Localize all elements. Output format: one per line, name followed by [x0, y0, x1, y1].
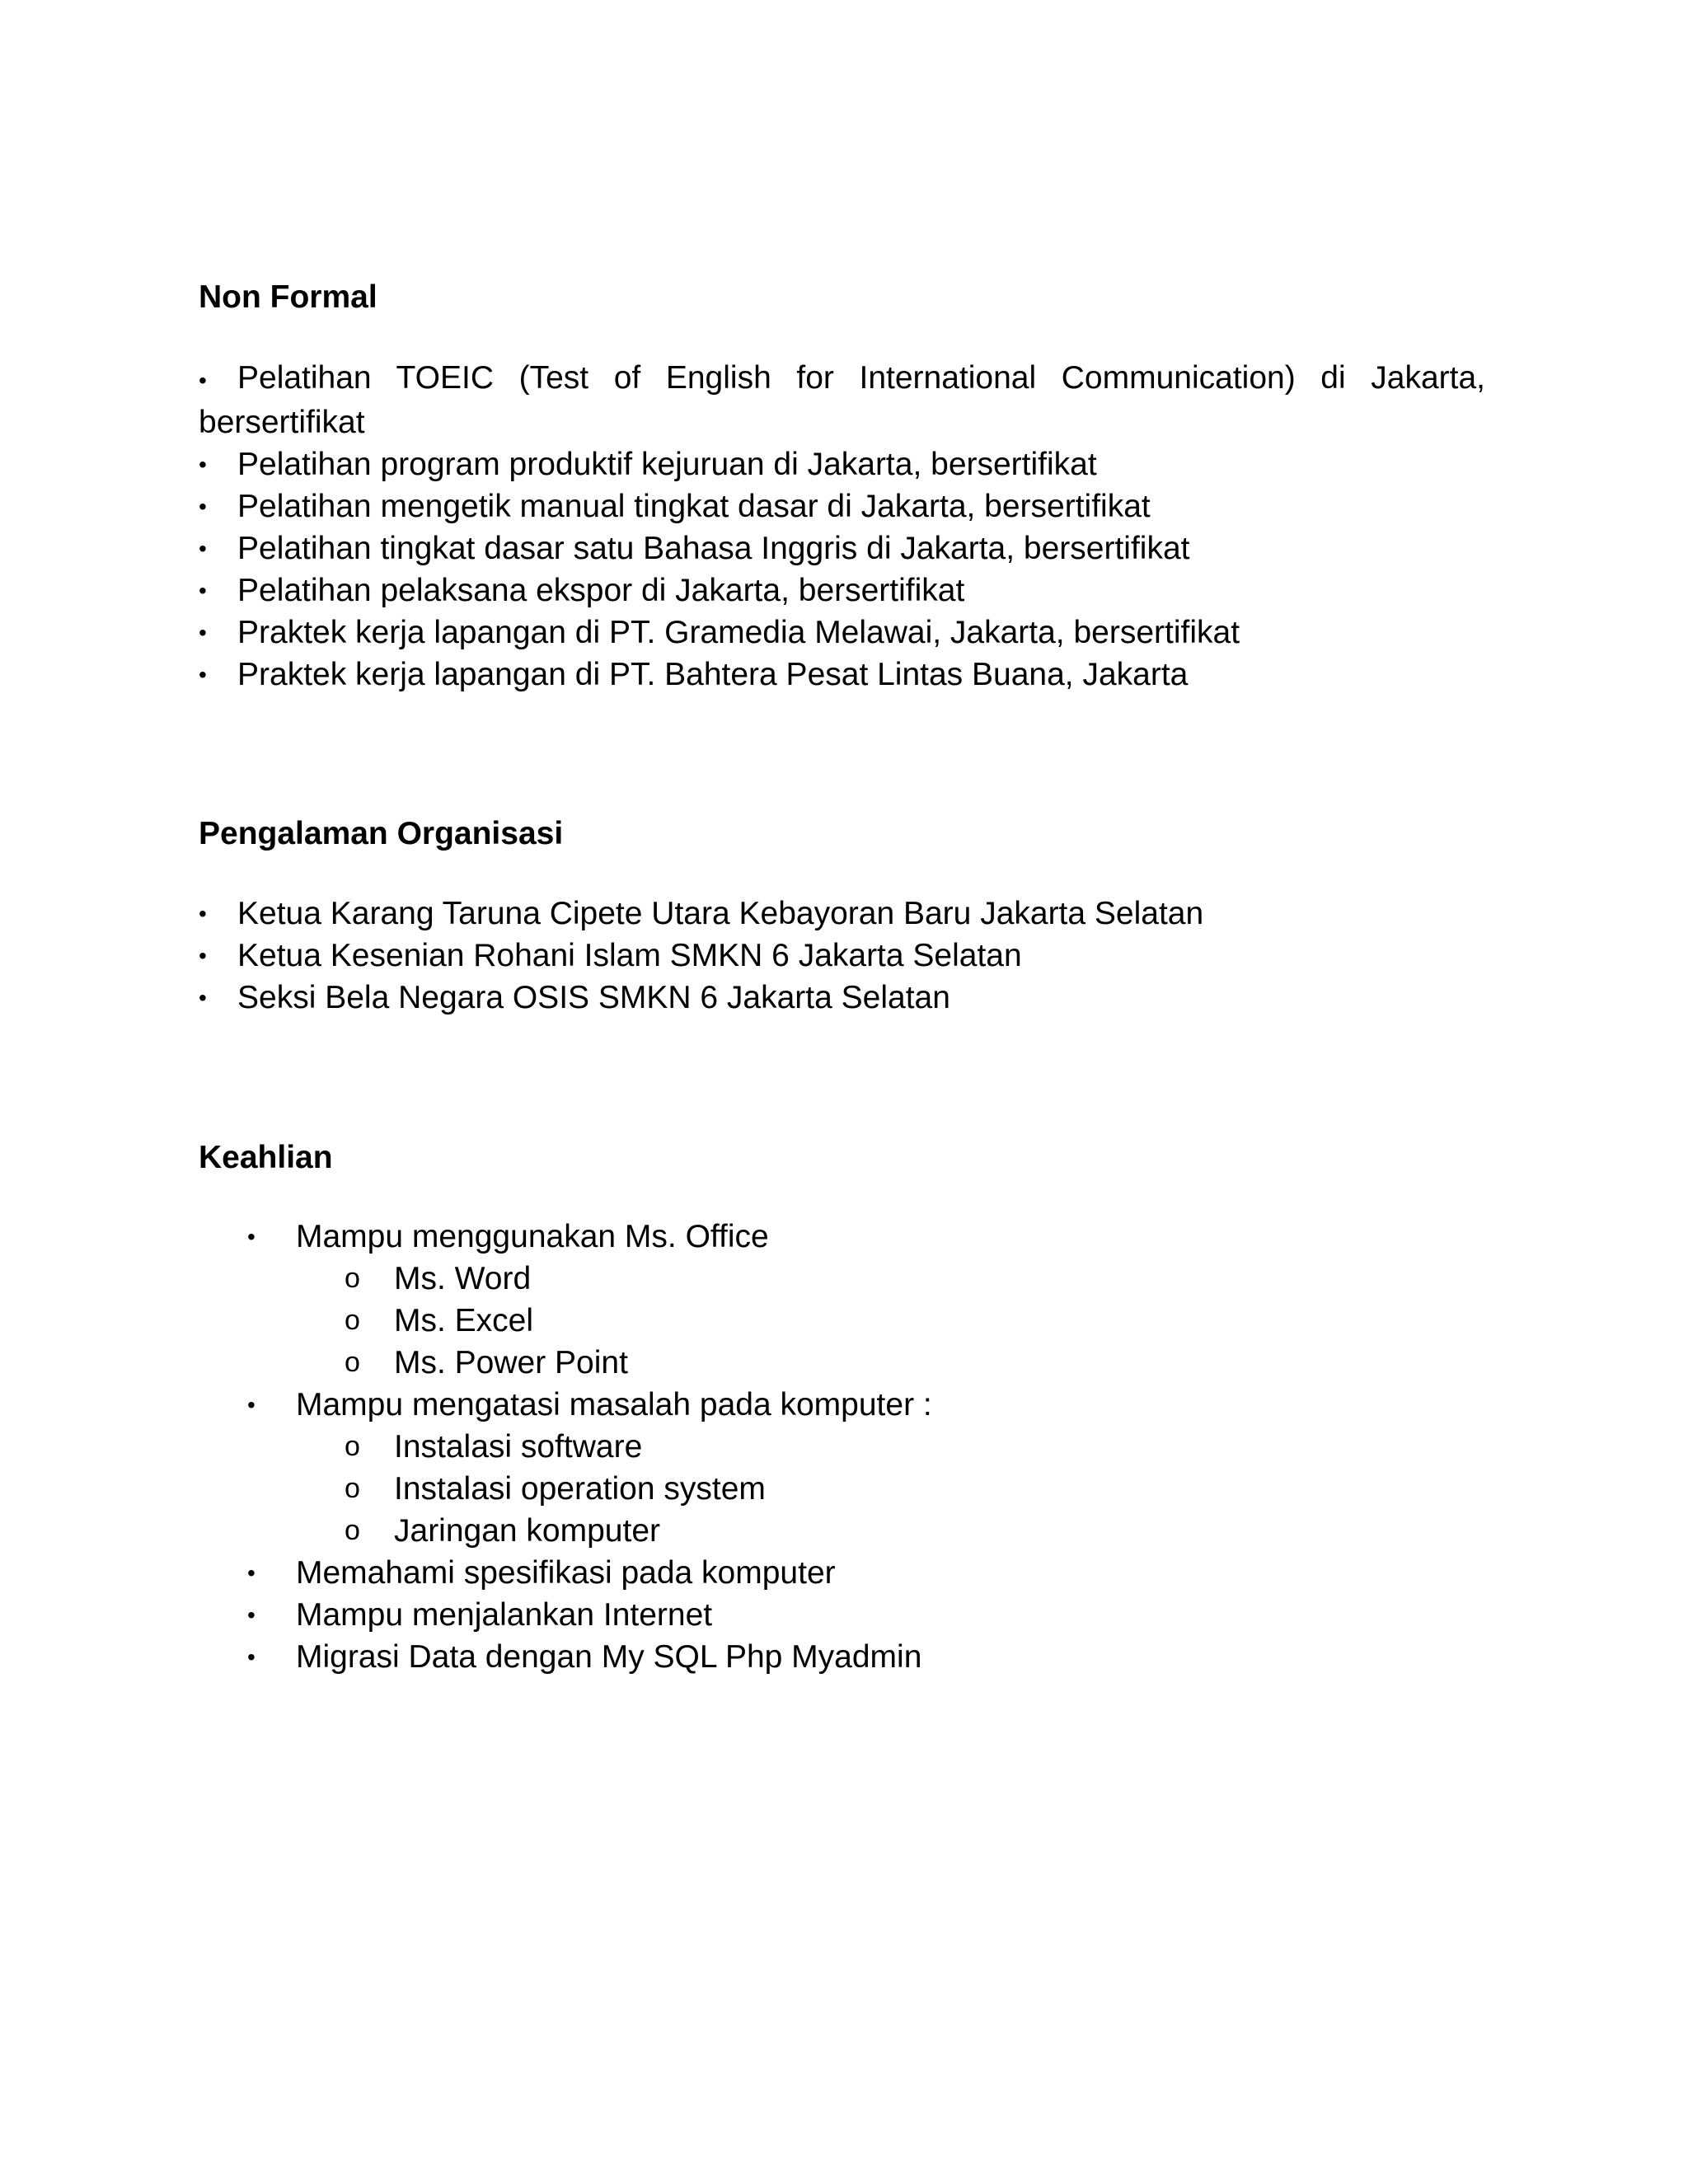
circle-bullet-icon: o	[345, 1473, 360, 1504]
circle-bullet-icon: o	[345, 1305, 360, 1336]
circle-bullet-icon: o	[345, 1431, 360, 1462]
list-item-text: Mampu menjalankan Internet	[296, 1597, 713, 1633]
sublist-item-text: Instalasi operation system	[394, 1471, 766, 1507]
list-item	[199, 357, 1485, 443]
list-item-text: Praktek kerja lapangan di PT. Bahtera Pesat Lintas Buana, Jakarta	[237, 657, 1189, 692]
list-item-text: Pelatihan program produktif kejuruan di Jakarta, bersertifikat	[237, 447, 1097, 482]
list-item	[247, 1636, 1484, 1678]
list-item-text: Seksi Bela Negara OSIS SMKN 6 Jakarta Selatan	[237, 980, 950, 1015]
list-item-text: Memahami spesifikasi pada komputer	[296, 1555, 836, 1591]
non-formal-list	[199, 357, 1485, 696]
bullet-icon: •	[247, 1560, 256, 1586]
list-item	[199, 443, 1485, 485]
bullet-icon: •	[247, 1602, 256, 1628]
bullet-icon: •	[247, 1644, 256, 1670]
list-item	[247, 1552, 1484, 1594]
sublist	[247, 1426, 1484, 1552]
sublist	[247, 1258, 1484, 1384]
list-item-text: Pelatihan pelaksana ekspor di Jakarta, bersertifikat	[237, 573, 965, 608]
organization-list	[199, 893, 1485, 1019]
bullet-icon: •	[199, 943, 207, 968]
sublist-container	[247, 1258, 1484, 1384]
sublist-item	[247, 1342, 1484, 1384]
list-item	[199, 977, 1485, 1019]
bullet-icon: •	[199, 452, 207, 477]
section-heading-keahlian: Keahlian	[199, 1140, 333, 1175]
list-item-text: Pelatihan tingkat dasar satu Bahasa Inggris di Jakarta, bersertifikat	[237, 531, 1190, 566]
sublist-item	[247, 1426, 1484, 1468]
bullet-icon: •	[247, 1392, 256, 1418]
list-item-text: Migrasi Data dengan My SQL Php Myadmin	[296, 1639, 922, 1675]
list-item-text: Ketua Kesenian Rohani Islam SMKN 6 Jakarta Selatan	[237, 938, 1022, 973]
bullet-icon: •	[199, 662, 207, 687]
sublist-item	[247, 1468, 1484, 1510]
circle-bullet-icon: o	[345, 1347, 360, 1378]
list-item-text: Ketua Karang Taruna Cipete Utara Kebayoran Baru Jakarta Selatan	[237, 896, 1204, 931]
sublist-item-text: Ms. Excel	[394, 1303, 534, 1338]
list-item	[247, 1216, 1484, 1258]
sublist-item-text: Jaringan komputer	[394, 1513, 661, 1549]
bullet-icon: •	[199, 578, 207, 603]
list-item-text: Pelatihan mengetik manual tingkat dasar di Jakarta, bersertifikat	[237, 489, 1151, 524]
list-item	[199, 612, 1485, 654]
bullet-icon: •	[199, 620, 207, 645]
section-heading-non-formal: Non Formal	[199, 279, 377, 315]
bullet-icon: •	[199, 494, 207, 519]
list-item-text: Mampu mengatasi masalah pada komputer :	[296, 1387, 932, 1422]
sublist-item	[247, 1258, 1484, 1300]
list-item-text: Praktek kerja lapangan di PT. Gramedia Melawai, Jakarta, bersertifikat	[237, 615, 1240, 650]
list-item	[247, 1384, 1484, 1426]
bullet-icon: •	[199, 368, 207, 393]
skills-list	[247, 1216, 1484, 1678]
bullet-icon: •	[199, 985, 207, 1010]
bullet-icon: •	[199, 536, 207, 561]
list-item	[199, 893, 1485, 935]
list-item	[199, 527, 1485, 569]
bullet-icon: •	[199, 901, 207, 926]
list-item	[199, 569, 1485, 612]
list-item	[199, 935, 1485, 977]
list-item-text: Mampu menggunakan Ms. Office	[296, 1219, 769, 1254]
sublist-item-text: Instalasi software	[394, 1429, 643, 1465]
sublist-item-text: Ms. Word	[394, 1261, 532, 1296]
bullet-icon: •	[247, 1224, 256, 1249]
list-item	[199, 485, 1485, 527]
list-item	[247, 1594, 1484, 1636]
list-item	[199, 654, 1485, 696]
list-item-text: Pelatihan TOEIC (Test of English for International Communication) di Jakarta, bersertifikat	[199, 360, 1485, 440]
sublist-item	[247, 1510, 1484, 1552]
sublist-container	[247, 1426, 1484, 1552]
sublist-item	[247, 1300, 1484, 1342]
sublist-item-text: Ms. Power Point	[394, 1345, 628, 1380]
circle-bullet-icon: o	[345, 1515, 360, 1546]
section-heading-pengalaman-organisasi: Pengalaman Organisasi	[199, 816, 564, 851]
circle-bullet-icon: o	[345, 1263, 360, 1294]
